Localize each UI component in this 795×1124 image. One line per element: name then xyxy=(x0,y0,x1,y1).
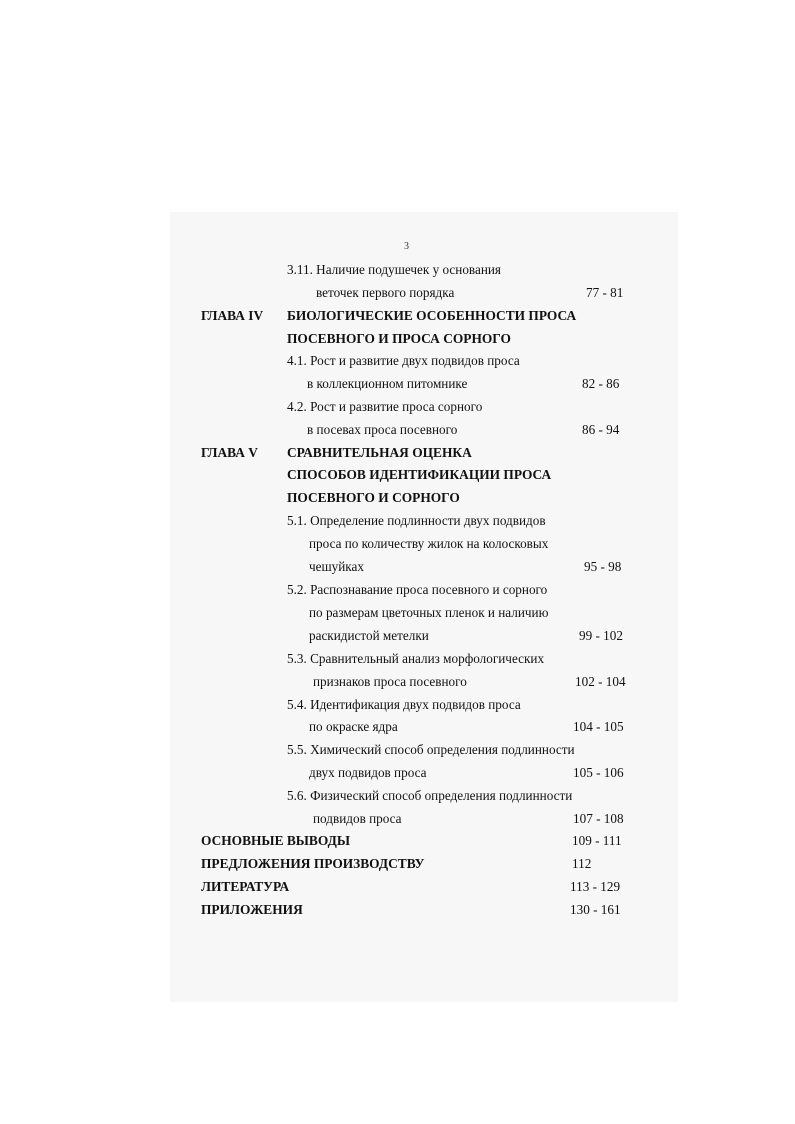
chapter-5-title-line3: ПОСЕВНОГО И СОРНОГО xyxy=(287,490,460,505)
toc-entry-4-2-line1: 4.2. Рост и развитие проса сорного xyxy=(287,399,483,414)
chapter-4-title-line2: ПОСЕВНОГО И ПРОСА СОРНОГО xyxy=(287,331,511,346)
toc-entry-5-2-pages: 99 - 102 xyxy=(579,628,623,643)
chapter-5-label: ГЛАВА V xyxy=(201,445,258,460)
toc-entry-5-5-line1: 5.5. Химический способ определения подлинности xyxy=(287,742,575,757)
toc-entry-4-2-line2: в посевах проса посевного xyxy=(307,422,458,437)
chapter-4-label: ГЛАВА IV xyxy=(201,308,264,323)
appendices-pages: 130 - 161 xyxy=(570,902,621,917)
toc-entry-5-3-line1: 5.3. Сравнительный анализ морфологических xyxy=(287,651,545,666)
toc-entry-4-1-line2: в коллекционном питомнике xyxy=(307,376,468,391)
toc-entry-5-4-line1: 5.4. Идентификация двух подвидов проса xyxy=(287,697,521,712)
literature-label: ЛИТЕРАТУРА xyxy=(201,879,290,894)
chapter-5-title-line1: СРАВНИТЕЛЬНАЯ ОЦЕНКА xyxy=(287,445,472,460)
toc-entry-5-1-line3: чешуйках xyxy=(309,559,364,574)
conclusions-label: ОСНОВНЫЕ ВЫВОДЫ xyxy=(201,833,350,848)
toc-entry-5-3-line2: признаков проса посевного xyxy=(313,674,467,689)
toc-entry-5-6-line1: 5.6. Физический способ определения подлинности xyxy=(287,788,573,803)
proposals-label: ПРЕДЛОЖЕНИЯ ПРОИЗВОДСТВУ xyxy=(201,856,425,871)
toc-entry-5-5-pages: 105 - 106 xyxy=(573,765,624,780)
toc-entry-4-1-line1: 4.1. Рост и развитие двух подвидов проса xyxy=(287,353,520,368)
toc-entry-5-4-line2: по окраске ядра xyxy=(309,719,398,734)
chapter-4-title-line1: БИОЛОГИЧЕСКИЕ ОСОБЕННОСТИ ПРОСА xyxy=(287,308,577,323)
toc-entry-4-2-pages: 86 - 94 xyxy=(582,422,620,437)
toc-entry-3-11-pages: 77 - 81 xyxy=(586,285,624,300)
toc-entry-5-1-line2: проса по количеству жилок на колосковых xyxy=(309,536,549,551)
appendices-label: ПРИЛОЖЕНИЯ xyxy=(201,902,303,917)
toc-entry-5-4-pages: 104 - 105 xyxy=(573,719,624,734)
toc-entry-5-2-line3: раскидистой метелки xyxy=(309,628,429,643)
toc-entry-5-6-pages: 107 - 108 xyxy=(573,811,624,826)
toc-entry-5-6-line2: подвидов проса xyxy=(313,811,402,826)
page-number: 3 xyxy=(404,241,409,252)
toc-entry-5-2-line1: 5.2. Распознавание проса посевного и сорного xyxy=(287,582,548,597)
toc-entry-5-5-line2: двух подвидов проса xyxy=(309,765,427,780)
proposals-pages: 112 xyxy=(572,856,592,871)
conclusions-pages: 109 - 111 xyxy=(572,833,622,848)
literature-pages: 113 - 129 xyxy=(570,879,621,894)
toc-entry-5-1-line1: 5.1. Определение подлинности двух подвидов xyxy=(287,513,546,528)
toc-entry-5-3-pages: 102 - 104 xyxy=(575,674,626,689)
toc-entry-3-11-line1: 3.11. Наличие подушечек у основания xyxy=(287,262,501,277)
toc-entry-5-2-line2: по размерам цветочных пленок и наличию xyxy=(309,605,549,620)
toc-entry-4-1-pages: 82 - 86 xyxy=(582,376,620,391)
toc-entry-5-1-pages: 95 - 98 xyxy=(584,559,622,574)
chapter-5-title-line2: СПОСОБОВ ИДЕНТИФИКАЦИИ ПРОСА xyxy=(287,467,552,482)
toc-entry-3-11-line2: веточек первого порядка xyxy=(316,285,455,300)
